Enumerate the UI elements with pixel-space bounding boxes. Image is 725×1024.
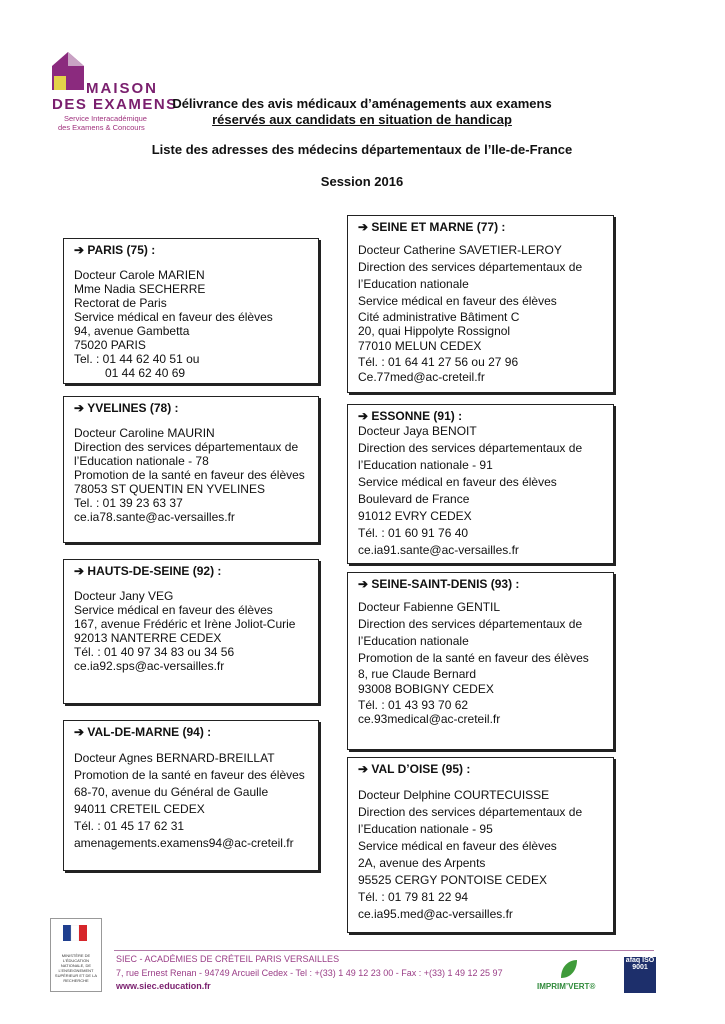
box-line: Service médical en faveur des élèves: [358, 475, 557, 489]
address-box-essonne: [347, 404, 614, 564]
box-line: Docteur Jany VEG: [74, 589, 174, 603]
box-title: ➔ PARIS (75) :: [74, 243, 156, 257]
box-title: ➔ VAL D’OISE (95) :: [358, 762, 471, 776]
box-line: 93008 BOBIGNY CEDEX: [358, 682, 494, 696]
box-line: 95525 CERGY PONTOISE CEDEX: [358, 873, 547, 887]
box-line: Direction des services départementaux de: [358, 441, 583, 455]
box-line: amenagements.examens94@ac-creteil.fr: [74, 836, 294, 850]
arrow-right-icon: ➔: [74, 564, 85, 578]
box-line: 75020 PARIS: [74, 338, 146, 352]
document-title: Délivrance des avis médicaux d’aménagements aux examens: [172, 96, 552, 111]
box-line: 77010 MELUN CEDEX: [358, 339, 482, 353]
address-box-val-doise: [347, 757, 614, 933]
box-line: Boulevard de France: [358, 492, 470, 506]
box-line: Docteur Jaya BENOIT: [358, 424, 477, 438]
logo-word-des-examens: DES EXAMENS: [52, 96, 178, 113]
box-line: Promotion de la santé en faveur des élèves: [358, 651, 589, 665]
box-line: Service médical en faveur des élèves: [358, 294, 557, 308]
box-line: 78053 ST QUENTIN EN YVELINES: [74, 482, 265, 496]
box-line: Tel. : 01 44 62 40 51 ou: [74, 352, 200, 366]
box-line: Cité administrative Bâtiment C: [358, 310, 520, 324]
box-line: l’Education nationale - 78: [74, 454, 209, 468]
box-line: Promotion de la santé en faveur des élèves: [74, 468, 305, 482]
box-line: Service médical en faveur des élèves: [358, 839, 557, 853]
box-line: Tél. : 01 64 41 27 56 ou 27 96: [358, 355, 519, 369]
box-line: 20, quai Hippolyte Rossignol: [358, 324, 511, 338]
address-box-seine-saint-denis: [347, 572, 614, 750]
arrow-right-icon: ➔: [358, 409, 369, 423]
box-line: 68-70, avenue du Général de Gaulle: [74, 785, 269, 799]
footer-address: 7, rue Ernest Renan - 94749 Arcueil Cedex - Tel : +(33) 1 49 12 23 00 - Fax : +(33) 1 49 12 25 97: [116, 968, 503, 978]
footer-organization: SIEC - ACADÉMIES DE CRÉTEIL PARIS VERSAILLES: [116, 954, 340, 964]
address-box-val-de-marne: [63, 720, 319, 871]
box-title: ➔ HAUTS-DE-SEINE (92) :: [74, 564, 222, 578]
document-title-underlined: réservés aux candidats en situation de handicap: [212, 112, 512, 127]
logo-subtitle-1: Service Interacadémique: [64, 114, 147, 123]
box-line: Direction des services départementaux de: [358, 617, 583, 631]
box-line: 8, rue Claude Bernard: [358, 667, 477, 681]
box-line: Docteur Agnes BERNARD-BREILLAT: [74, 751, 275, 765]
box-line: ce.93medical@ac-creteil.fr: [358, 712, 501, 726]
box-line: 01 44 62 40 69: [105, 366, 186, 380]
address-box-paris: [63, 238, 319, 384]
arrow-right-icon: ➔: [358, 762, 369, 776]
box-line: Tél. : 01 60 91 76 40: [358, 526, 469, 540]
box-line: Tél. : 01 45 17 62 31: [74, 819, 185, 833]
box-line: 2A, avenue des Arpents: [358, 856, 486, 870]
box-line: Tel. : 01 39 23 63 37: [74, 496, 183, 510]
box-line: Direction des services départementaux de: [358, 805, 583, 819]
imprim-vert-logo: IMPRIM’VERT®: [537, 958, 605, 994]
logo-subtitle-2: des Examens & Concours: [58, 123, 145, 132]
box-line: Tél. : 01 43 93 70 62: [358, 698, 469, 712]
box-line: Direction des services départementaux de: [358, 260, 583, 274]
box-line: Direction des services départementaux de: [74, 440, 299, 454]
box-line: Service médical en faveur des élèves: [74, 310, 273, 324]
box-line: l’Education nationale - 91: [358, 458, 493, 472]
leaf-icon: [559, 958, 579, 980]
box-line: Tél. : 01 40 97 34 83 ou 34 56: [74, 645, 235, 659]
box-line: l’Education nationale: [358, 277, 469, 291]
box-line: ce.ia92.sps@ac-versailles.fr: [74, 659, 225, 673]
box-line: ce.ia95.med@ac-versailles.fr: [358, 907, 513, 921]
footer-divider: [114, 950, 654, 951]
box-line: 92013 NANTERRE CEDEX: [74, 631, 222, 645]
logo-word-maison: MAISON: [86, 80, 158, 97]
ministry-logo: [50, 918, 102, 992]
arrow-right-icon: ➔: [358, 220, 369, 234]
box-title: ➔ SEINE-SAINT-DENIS (93) :: [358, 577, 520, 591]
box-line: 91012 EVRY CEDEX: [358, 509, 472, 523]
address-box-seine-et-marne: [347, 215, 614, 393]
box-line: Docteur Carole MARIEN: [74, 268, 205, 282]
box-line: 94011 CRETEIL CEDEX: [74, 802, 205, 816]
arrow-right-icon: ➔: [74, 243, 85, 257]
box-line: Docteur Catherine SAVETIER-LEROY: [358, 243, 562, 257]
box-line: Docteur Caroline MAURIN: [74, 426, 215, 440]
arrow-right-icon: ➔: [358, 577, 369, 591]
ministry-text: MINISTÈRE DE L’ÉDUCATION NATIONALE, DE L’ENSEIGNEMENT SUPÉRIEUR ET DE LA RECHERCHE: [54, 953, 98, 983]
box-line: ce.ia91.sante@ac-versailles.fr: [358, 543, 519, 557]
box-line: 167, avenue Frédéric et Irène Joliot-Curie: [74, 617, 296, 631]
list-heading: Liste des adresses des médecins départementaux de l’Ile-de-France: [151, 142, 573, 157]
box-line: Docteur Fabienne GENTIL: [358, 600, 501, 614]
box-line: Docteur Delphine COURTECUISSE: [358, 788, 550, 802]
french-flag-icon: [63, 925, 87, 941]
box-line: l’Education nationale - 95: [358, 822, 493, 836]
house-logo-icon: [50, 50, 90, 98]
footer-website-link[interactable]: www.siec.education.fr: [116, 981, 211, 991]
box-line: Tél. : 01 79 81 22 94: [358, 890, 469, 904]
box-line: Mme Nadia SECHERRE: [74, 282, 206, 296]
arrow-right-icon: ➔: [74, 401, 85, 415]
session-heading: Session 2016: [320, 174, 404, 189]
box-line: Service médical en faveur des élèves: [74, 603, 273, 617]
box-title: ➔ VAL-DE-MARNE (94) :: [74, 725, 212, 739]
box-title: ➔ SEINE ET MARNE (77) :: [358, 220, 506, 234]
box-line: Rectorat de Paris: [74, 296, 167, 310]
box-line: Ce.77med@ac-creteil.fr: [358, 370, 485, 384]
box-title: ➔ ESSONNE (91) :: [358, 409, 463, 423]
arrow-right-icon: ➔: [74, 725, 85, 739]
address-box-yvelines: [63, 396, 319, 543]
box-line: l’Education nationale: [358, 634, 469, 648]
box-line: 94, avenue Gambetta: [74, 324, 190, 338]
box-title: ➔ YVELINES (78) :: [74, 401, 179, 415]
box-line: Promotion de la santé en faveur des élèves: [74, 768, 305, 782]
afaq-iso-logo: afaq ISO 9001: [624, 957, 656, 993]
address-box-hauts-de-seine: [63, 559, 319, 704]
box-line: ce.ia78.sante@ac-versailles.fr: [74, 510, 235, 524]
